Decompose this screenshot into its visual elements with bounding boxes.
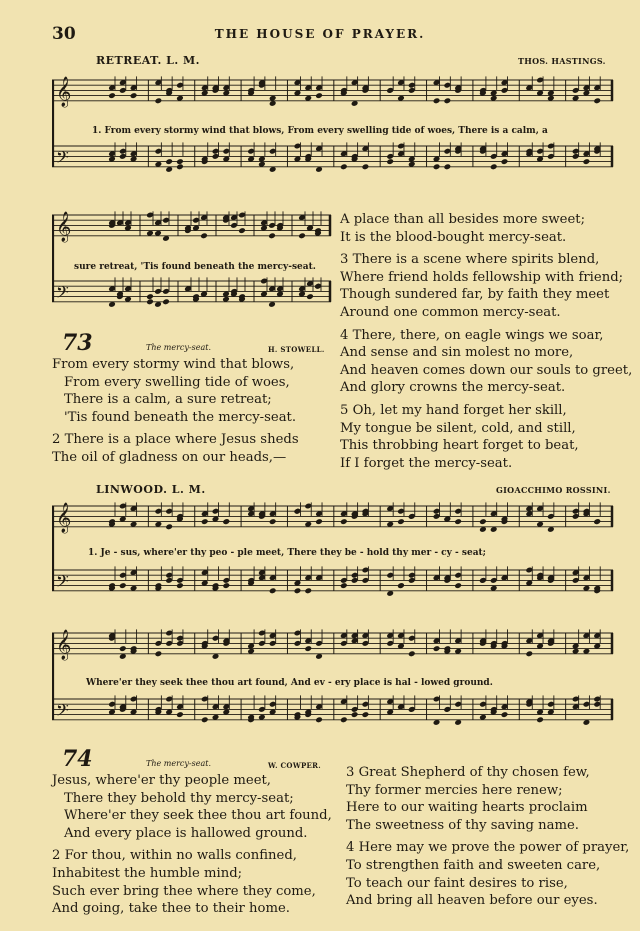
note-head — [315, 92, 323, 99]
verse-line: Here to our waiting hearts proclaim — [346, 800, 588, 816]
verse-line: And every place is hallowed ground. — [64, 825, 308, 841]
note-head — [119, 582, 127, 589]
note-head — [397, 582, 405, 589]
lyric-line-retreat-1: 1. From every stormy wind that blows, From every swelling tide of woes, There is a calm, a — [92, 126, 548, 136]
verse-line: Such ever bring thee where they come, — [52, 883, 316, 899]
verse-line: To teach our faint desires to rise, — [346, 875, 568, 891]
treble-staff — [52, 629, 613, 661]
treble-clef-icon: 𝄞 — [56, 76, 72, 107]
hymn-author: W. COWPER. — [268, 761, 322, 770]
bass-staff — [52, 695, 613, 725]
verse-line: From every swelling tide of woes, — [64, 374, 290, 390]
verse-line: 3 There is a scene where spirits blend, — [340, 252, 600, 268]
note-head — [593, 518, 601, 525]
hymn73-column-right — [340, 211, 632, 472]
verse-line: Around one common mercy-seat. — [340, 304, 561, 320]
verse-line: Thy former mercies here renew; — [346, 782, 563, 798]
verse-line: And going, take thee to their home. — [52, 901, 290, 917]
note-head — [433, 97, 441, 104]
verse-line: Jesus, where'er thy people meet, — [52, 773, 272, 788]
treble-staff — [52, 502, 613, 534]
note-head — [269, 587, 277, 594]
note-head — [583, 158, 591, 165]
tune-name-linwood: LINWOOD. L. M. — [96, 483, 206, 496]
note-head — [304, 587, 312, 594]
verse-line: And glory crowns the mercy-seat. — [340, 380, 566, 396]
note-head — [294, 587, 302, 594]
hymn-subtitle: The mercy-seat. — [146, 343, 211, 352]
note-head — [454, 582, 462, 589]
page-number: 30 — [52, 24, 76, 44]
note-head — [222, 518, 230, 525]
note-head — [269, 518, 277, 525]
note-head — [340, 518, 348, 525]
verse-line: There they behold thy mercy-seat; — [64, 790, 294, 806]
note-head — [201, 716, 209, 723]
verse-line: And heaven comes down our souls to greet, — [340, 362, 633, 378]
verse-line: To strengthen faith and sweeten care, — [346, 857, 601, 873]
verse-line: The oil of gladness on our heads,— — [52, 449, 287, 465]
note-head — [176, 163, 184, 170]
note-head — [444, 163, 452, 170]
hymn74-column-right — [346, 764, 629, 910]
verse-line: If I forget the mercy-seat. — [340, 455, 513, 471]
note-head — [397, 518, 405, 525]
verse-line: Where friend holds fellowship with friend; — [340, 269, 624, 285]
hymn74-column-left — [52, 772, 332, 918]
verse-line: 5 Oh, let my hand forget her skill, — [340, 402, 567, 418]
lyric-line-linwood-1: 1. Je - sus, where'er thy peo - ple meet, There they be - hold thy mer - cy - seat; — [88, 548, 486, 558]
note-head — [176, 711, 184, 718]
bass-clef-icon: 𝄢 — [56, 699, 69, 724]
note-head — [108, 92, 116, 99]
note-head — [165, 523, 173, 530]
treble-clef-icon: 𝄞 — [56, 502, 72, 533]
note-head — [146, 298, 154, 305]
bass-clef-icon: 𝄢 — [56, 281, 69, 306]
note-head — [454, 518, 462, 525]
note-head — [176, 158, 184, 165]
verse-line: This throbbing heart forget to beat, — [340, 438, 579, 454]
bass-clef-icon: 𝄢 — [56, 146, 69, 171]
note-head — [433, 163, 441, 170]
note-head — [146, 293, 154, 300]
note-head — [433, 645, 441, 652]
note-head — [200, 232, 208, 239]
note-head — [306, 293, 314, 300]
note-head — [222, 582, 230, 589]
verse-line: Where'er they seek thee thou art found, — [64, 808, 332, 824]
verse-line: And sense and sin molest no more, — [340, 345, 574, 361]
verse-line: 2 For thou, within no walls confined, — [52, 848, 297, 864]
note-head — [298, 232, 306, 239]
note-head — [362, 163, 370, 170]
note-head — [340, 716, 348, 723]
note-head — [165, 158, 173, 165]
bass-staff — [52, 566, 613, 596]
verse-line: 'Tis found beneath the mercy-seat. — [64, 409, 297, 425]
note-head — [268, 232, 276, 239]
note-head — [408, 650, 416, 657]
note-head — [479, 518, 487, 525]
note-head — [351, 711, 359, 718]
treble-clef-icon: 𝄞 — [56, 211, 72, 242]
verse-line: Inhabitest the humble mind; — [52, 865, 243, 881]
tune-name-retreat: RETREAT. L. M. — [96, 54, 200, 67]
note-head — [315, 716, 323, 723]
hymn-number: 74 — [62, 746, 93, 772]
verse-line: It is the blood-bought mercy-seat. — [340, 229, 567, 245]
bass-staff — [52, 277, 331, 307]
treble-staff — [52, 76, 613, 108]
note-head — [490, 163, 498, 170]
verse-line: 4 There, there, on eagle wings we soar, — [340, 327, 604, 343]
note-head — [501, 158, 509, 165]
note-head — [155, 97, 163, 104]
note-head — [340, 582, 348, 589]
hymn-subtitle: The mercy-seat. — [146, 759, 211, 768]
verse-line: 4 Here may we prove the power of prayer, — [346, 840, 630, 856]
bass-clef-icon: 𝄢 — [56, 570, 69, 595]
note-head — [525, 650, 533, 657]
note-head — [536, 716, 544, 723]
note-head — [130, 92, 138, 99]
hymn73-column-left — [52, 356, 299, 467]
hymn-author: H. STOWELL. — [268, 345, 325, 354]
verse-line: And bring all heaven before our eyes. — [346, 893, 598, 909]
bass-staff — [52, 142, 613, 172]
lyric-line-linwood-2: Where'er they seek thee thou art found, And ev - ery place is hal - lowed ground. — [86, 678, 493, 688]
verse-line: A place than all besides more sweet; — [340, 212, 586, 227]
verse-line: The sweetness of thy saving name. — [346, 817, 580, 833]
verse-line: 2 There is a place where Jesus sheds — [52, 432, 299, 448]
treble-clef-icon: 𝄞 — [56, 629, 72, 660]
note-head — [201, 518, 209, 525]
note-head — [340, 163, 348, 170]
note-head — [315, 518, 323, 525]
note-head — [176, 582, 184, 589]
verse-line: 3 Great Shepherd of thy chosen few, — [346, 765, 590, 780]
lyric-line-retreat-2: sure retreat, 'Tis found beneath the mercy-seat. — [74, 262, 316, 272]
note-head — [501, 711, 509, 718]
page-title: THE HOUSE OF PRAYER. — [214, 27, 426, 41]
note-head — [362, 711, 370, 718]
verse-line: My tongue be silent, cold, and still, — [340, 420, 576, 436]
note-head — [238, 227, 246, 234]
tune-composer-retreat: THOS. HASTINGS. — [518, 56, 606, 66]
note-head — [119, 645, 127, 652]
verse-line: From every stormy wind that blows, — [52, 357, 295, 372]
note-head — [386, 158, 394, 165]
note-head — [444, 97, 452, 104]
tune-composer-linwood: GIOACCHIMO ROSSINI. — [496, 485, 611, 495]
hymn-number: 73 — [62, 330, 93, 356]
note-head — [304, 645, 312, 652]
verse-line: There is a calm, a sure retreat; — [64, 392, 272, 408]
note-head — [593, 97, 601, 104]
note-head — [162, 298, 170, 305]
verse-line: Though sundered far, by faith they meet — [340, 287, 610, 303]
note-head — [155, 650, 163, 657]
treble-staff — [52, 211, 331, 243]
